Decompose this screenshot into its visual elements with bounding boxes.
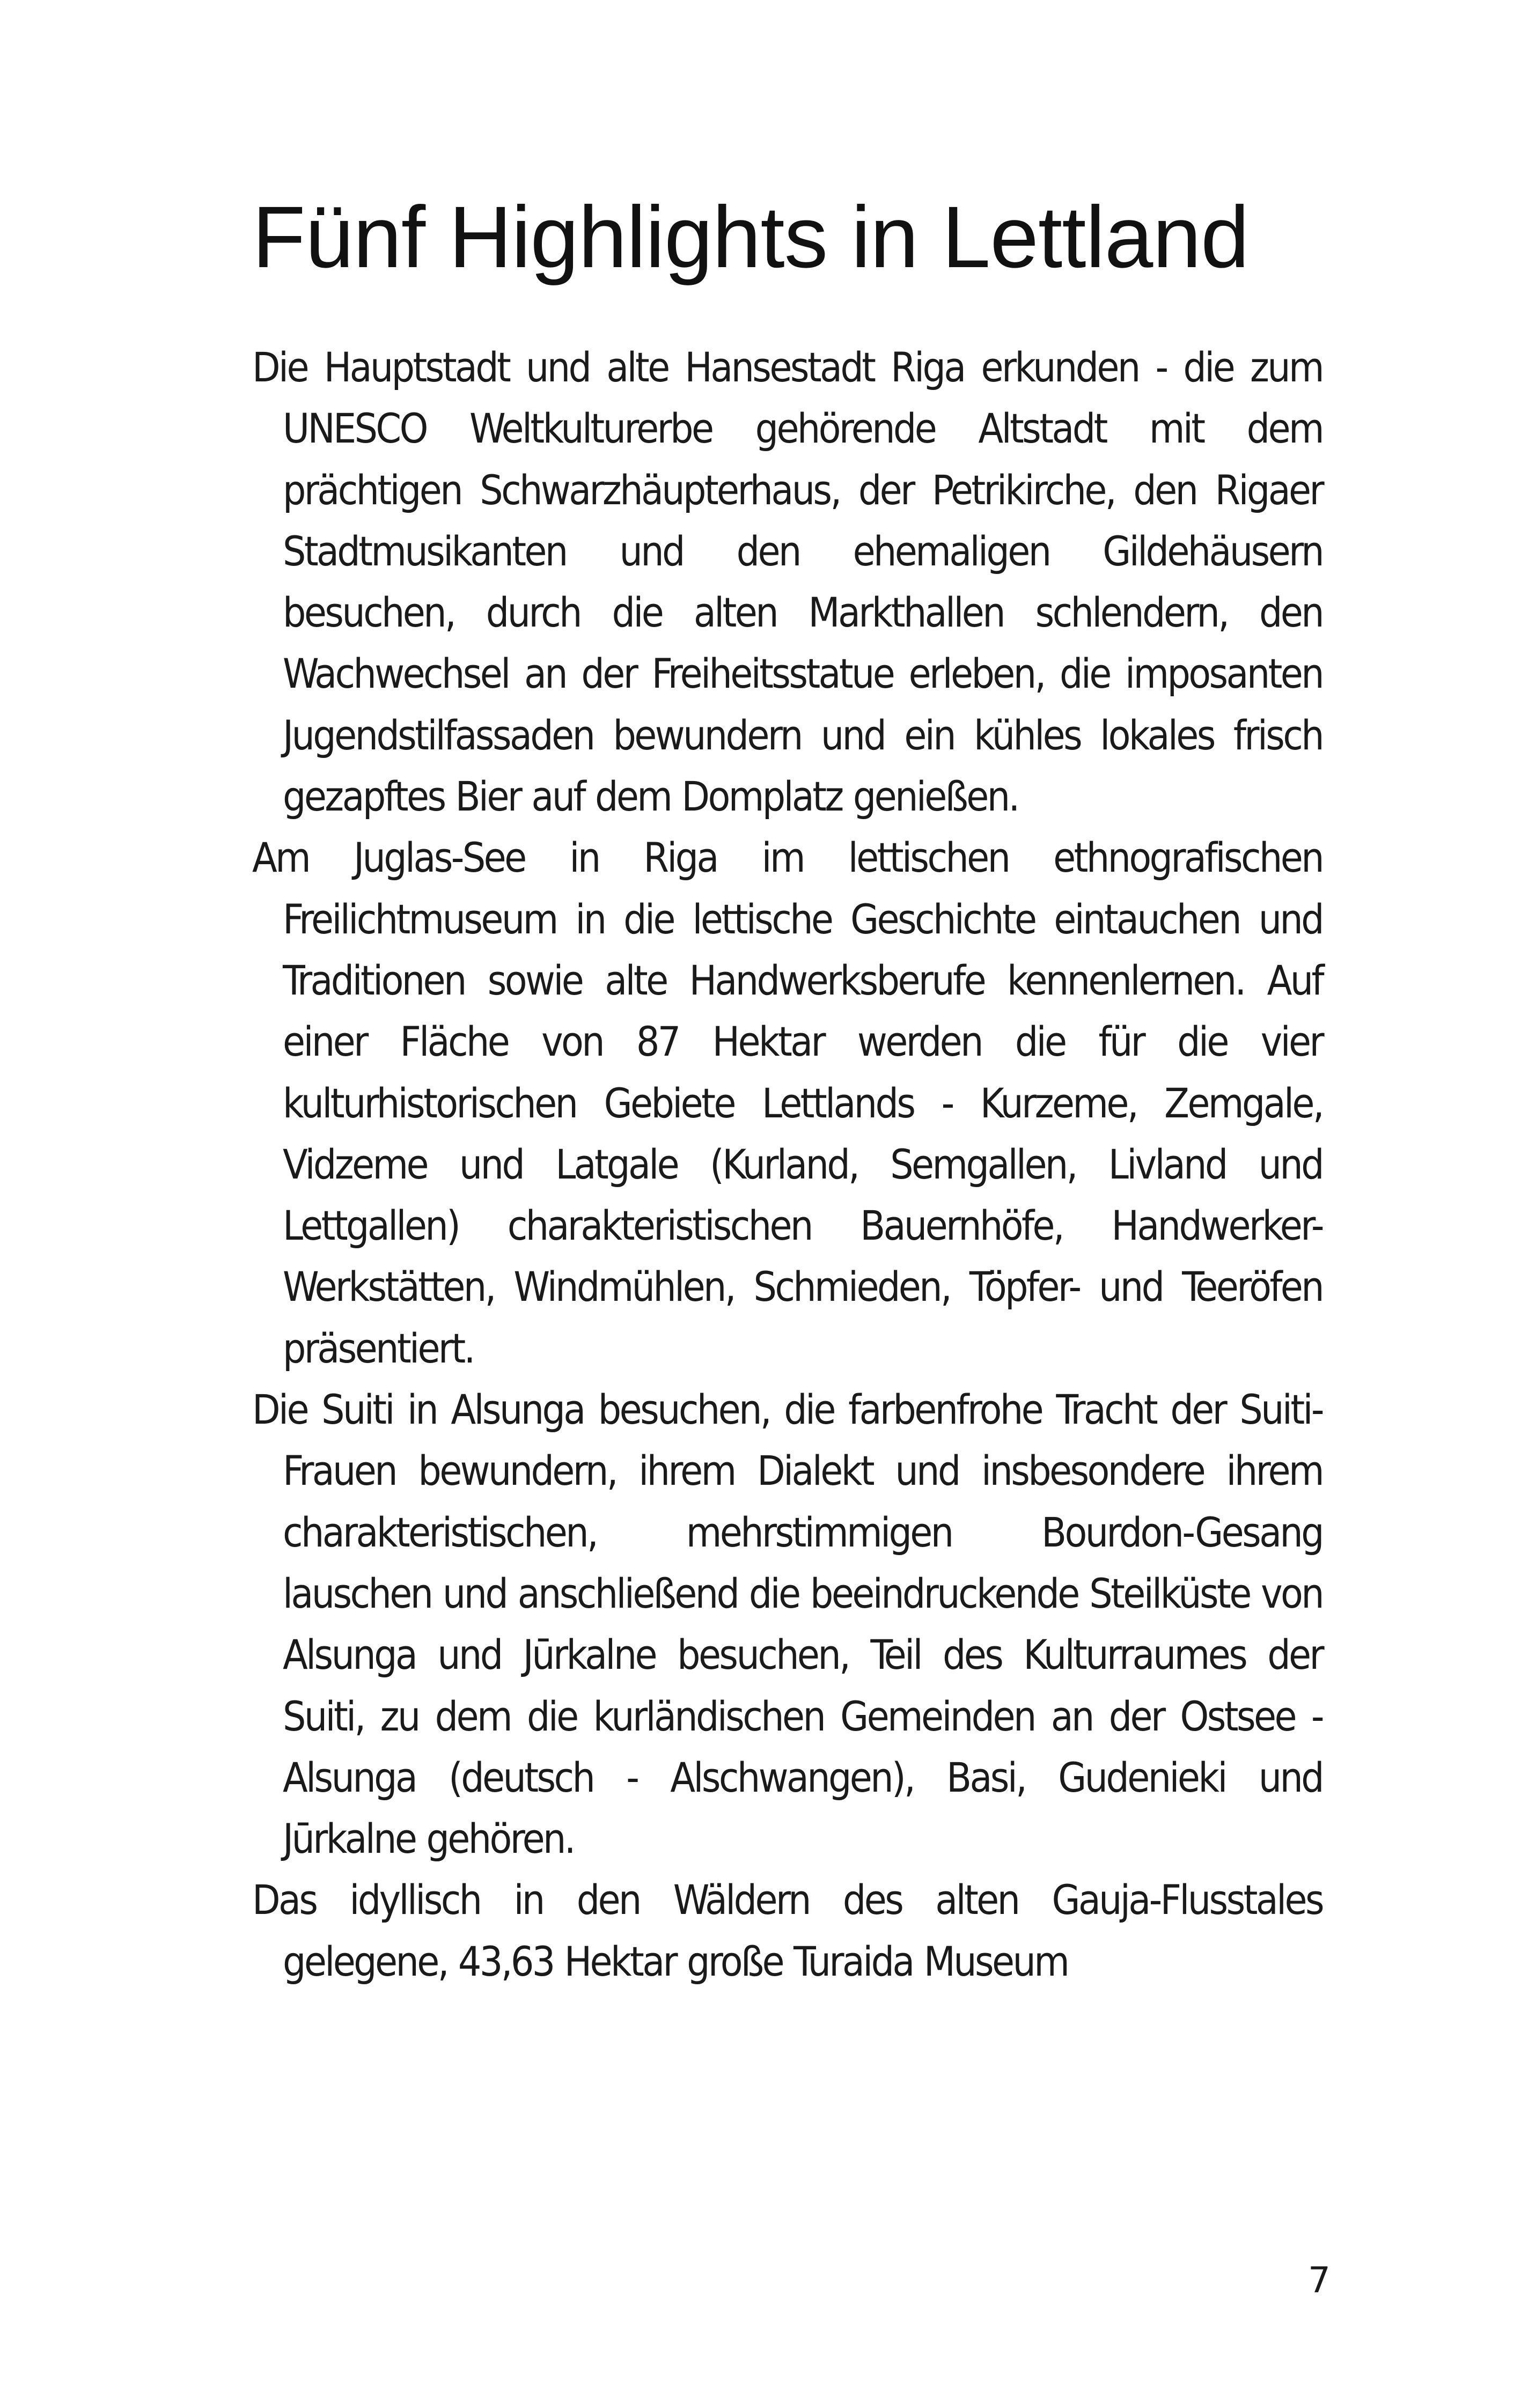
- highlight-paragraph-open-air-museum: Am Juglas-See in Riga im lettischen ethnografischen Freilichtmuseum in die lettische Geschichte eintauchen und Traditionen sowie alte Handwerksberufe kennenlernen. Auf einer Fläche von 87 Hektar werden die für die vier kulturhistorischen Gebiete Lettlands - Kurzeme, Zemgale, Vidzeme und Latgale (Kurland, Semgallen, Livland und Lettgallen) charakteristischen Bauernhöfe, Handwerker-Werkstätten, Windmühlen, Schmieden, Töpfer- und Teeröfen präsentiert.: [252, 834, 1322, 1372]
- highlight-paragraph-riga: Die Hauptstadt und alte Hansestadt Riga erkunden - die zum UNESCO Weltkulturerbe gehörende Altstadt mit dem prächtigen Schwarzhäupterhaus, der Petrikirche, den Rigaer Stadtmusikanten und den ehemaligen Gildehäusern besuchen, durch die alten Markthallen schlendern, den Wachwechsel an der Freiheitsstatue erleben, die imposanten Jugendstilfassaden bewundern und ein kühles lokales frisch gezapftes Bier auf dem Domplatz genießen.: [252, 343, 1322, 821]
- highlight-paragraph-turaida: Das idyllisch in den Wäldern des alten Gauja-Flusstales gelegene, 43,63 Hektar große Turaida Museum: [252, 1876, 1322, 1985]
- page-number: 7: [1308, 2259, 1331, 2301]
- highlight-paragraph-suiti: Die Suiti in Alsunga besuchen, die farbenfrohe Tracht der Suiti-Frauen bewundern, ihrem Dialekt und insbesondere ihrem charakteristischen, mehrstimmigen Bourdon-Gesang lauschen und anschließend die beeindruckende Steilküste von Alsunga und Jūrkalne besuchen, Teil des Kulturraumes der Suiti, zu dem die kurländischen Gemeinden an der Ostsee - Alsunga (deutsch - Alschwangen), Basi, Gudenieki und Jūrkalne gehören.: [252, 1386, 1322, 1863]
- page-title: Fünf Highlights in Lettland: [252, 188, 1249, 286]
- highlights-list: [252, 337, 1322, 1992]
